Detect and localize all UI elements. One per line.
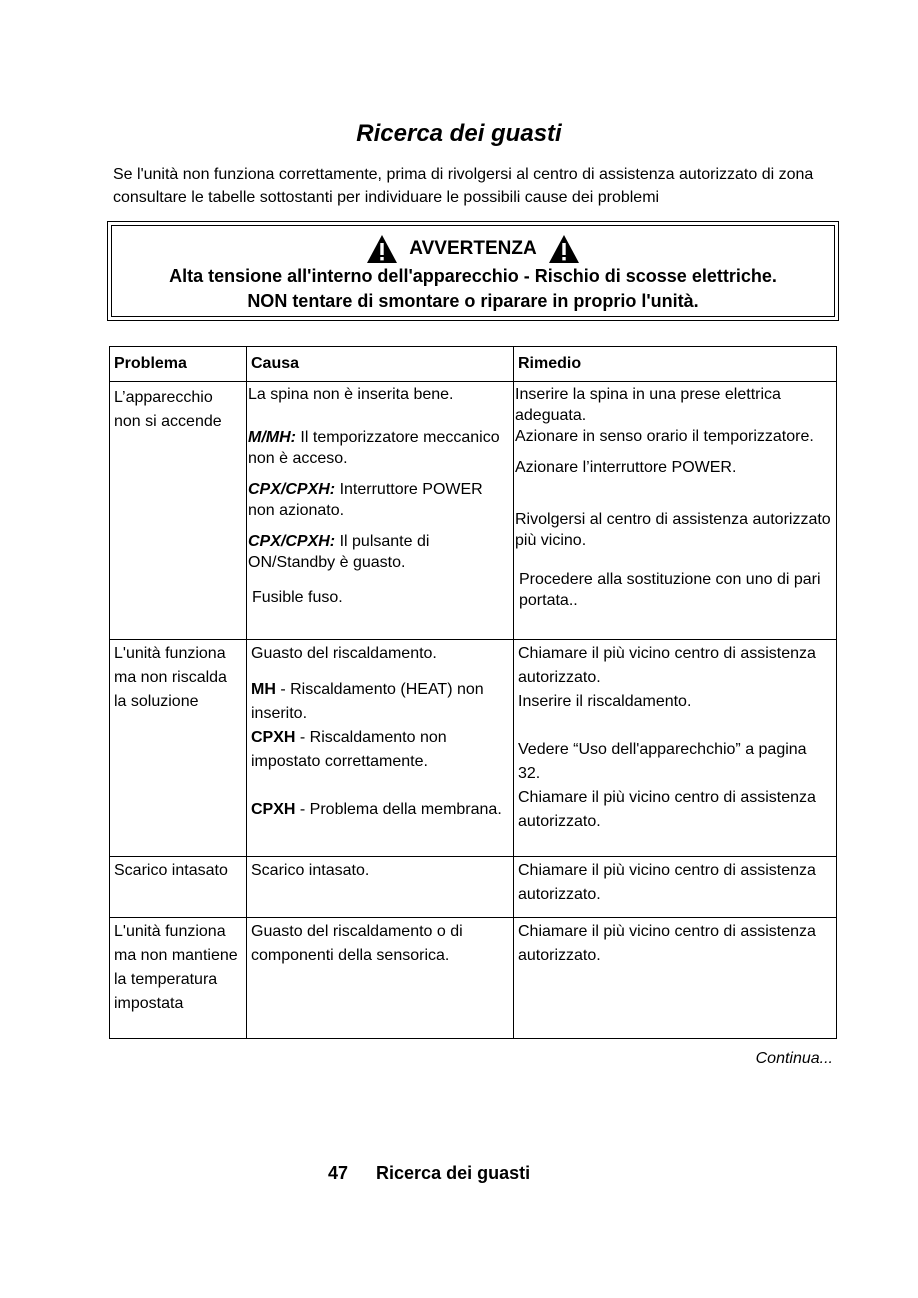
warning-title: AVVERTENZA [409, 238, 537, 259]
remedy-item: Rivolgersi al centro di assistenza autorizzato più vicino. [515, 511, 831, 549]
remedy-item: Procedere alla sostituzione con uno di pari portata.. [519, 571, 821, 609]
problem-text: L'unità funziona ma non mantiene la temperatura impostata [114, 923, 238, 1012]
header-rimedio: Rimedio [514, 347, 837, 382]
warning-heading [112, 234, 834, 264]
warning-box [107, 221, 839, 321]
warning-line-2: NON tentare di smontare o riparare in proprio l'unità. [247, 291, 699, 311]
table-header-row [110, 347, 837, 382]
page-number: 47 [328, 1163, 349, 1183]
remedy-item: Inserire il riscaldamento. [518, 693, 692, 710]
cause-item: CPX/CPXH: Interruttore POWER non azionato. [248, 481, 483, 519]
table-row [110, 857, 837, 918]
cause-item: Guasto del riscaldamento o di componenti della sensorica. [251, 923, 463, 964]
remedy-cell [514, 918, 837, 1039]
table-row [110, 640, 837, 857]
cause-cell [247, 918, 514, 1039]
remedy-item: Azionare l’interruttore POWER. [515, 459, 737, 476]
cause-item: Fusible fuso. [252, 589, 343, 606]
remedy-item: Chiamare il più vicino centro di assistenza autorizzato. [518, 862, 816, 903]
footer-label: Ricerca dei guasti [376, 1163, 531, 1183]
warning-triangle-icon [548, 234, 580, 264]
problem-cell [110, 382, 247, 640]
problem-text: L'unità funziona ma non riscalda la soluzione [114, 645, 227, 710]
remedy-cell [514, 857, 837, 918]
cause-cell [247, 857, 514, 918]
cause-item: CPXH - Riscaldamento non impostato correttamente. [251, 729, 447, 770]
remedy-cell [514, 640, 837, 857]
header-problema: Problema [110, 347, 247, 382]
problem-cell [110, 857, 247, 918]
header-causa: Causa [247, 347, 514, 382]
cause-cell [247, 640, 514, 857]
continue-note: Continua... [755, 1050, 833, 1067]
problem-text: Scarico intasato [114, 862, 228, 879]
warning-line-1: Alta tensione all'interno dell'apparecchio - Rischio di scosse elettriche. [169, 266, 777, 286]
warning-triangle-icon [366, 234, 398, 264]
remedy-item: Chiamare il più vicino centro di assistenza autorizzato. [518, 789, 816, 830]
remedy-item: Chiamare il più vicino centro di assistenza autorizzato. [518, 923, 816, 964]
cause-item: Scarico intasato. [251, 862, 370, 879]
cause-item: La spina non è inserita bene. [248, 386, 454, 403]
table-row [110, 918, 837, 1039]
problem-cell [110, 640, 247, 857]
page-title: Ricerca dei guasti [356, 120, 562, 147]
troubleshooting-table [109, 346, 837, 1039]
cause-item: Guasto del riscaldamento. [251, 645, 437, 662]
cause-item: CPX/CPXH: Il pulsante di ON/Standby è guasto. [248, 533, 430, 571]
cause-item: CPXH - Problema della membrana. [251, 801, 502, 818]
problem-cell [110, 918, 247, 1039]
cause-item: M/MH: Il temporizzatore meccanico non è acceso. [248, 429, 500, 467]
table-row [110, 382, 837, 640]
remedy-item: Vedere “Uso dell'apparechchio” a pagina 32. [518, 741, 807, 782]
remedy-cell [514, 382, 837, 640]
problem-text: L’apparecchio non si accende [114, 389, 222, 430]
remedy-item: Inserire la spina in una prese elettrica adeguata. [515, 386, 781, 424]
remedy-item: Chiamare il più vicino centro di assistenza autorizzato. [518, 645, 816, 686]
cause-item: MH - Riscaldamento (HEAT) non inserito. [251, 681, 484, 722]
cause-cell [247, 382, 514, 640]
remedy-item: Azionare in senso orario il temporizzatore. [515, 428, 814, 445]
warning-box-inner [111, 225, 835, 317]
intro-text: Se l'unità non funziona correttamente, prima di rivolgersi al centro di assistenza autorizzato di zona consultare le tabelle sottostanti per individuare le possibili cause dei problemi [113, 166, 814, 206]
page-footer [328, 1163, 530, 1184]
